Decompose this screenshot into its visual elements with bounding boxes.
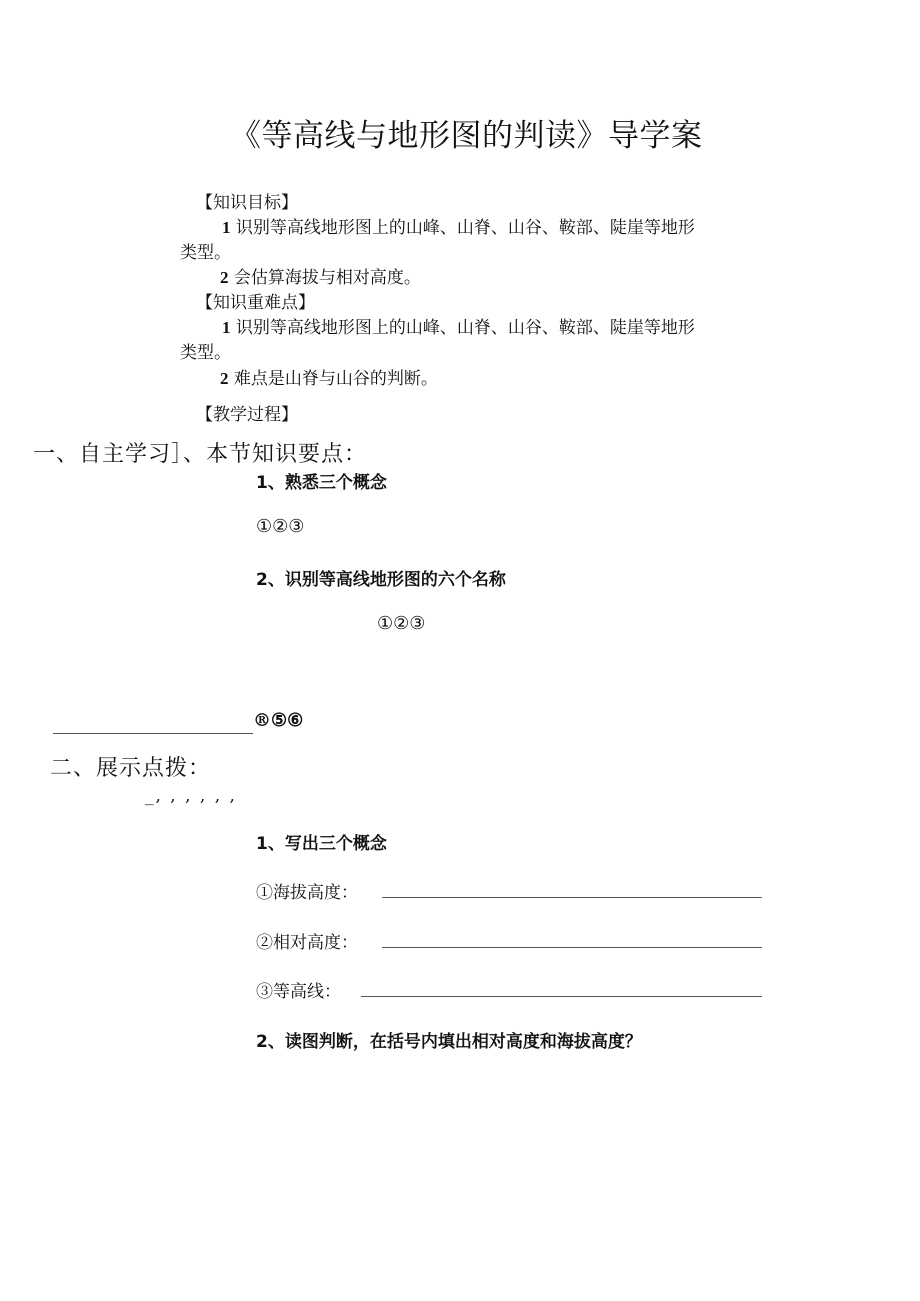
key-point-2-text: 难点是山脊与山谷的判断。 [233,369,438,389]
objective-2 [220,263,421,288]
fill-label-relative-height: ②相对高度： [256,933,358,953]
answer-line [53,733,253,734]
section2-question-2: 2、读图判断，在括号内填出相对高度和海拔高度？ [256,1032,642,1052]
objective-2-text: 会估算海拔与相对高度。 [233,268,421,288]
objective-1-text: 识别等高线地形图上的山峰、山脊、山谷、鞍部、陡崖等地形 [235,218,695,238]
fill-blank-contour[interactable] [361,996,762,997]
objective-1-continued: 类型。 [180,243,231,263]
objective-1-number: 1 [222,218,231,237]
page-title: 《等高线与地形图的判读》导学案 [230,118,703,154]
key-point-1-text: 识别等高线地形图上的山峰、山脊、山谷、鞍部、陡崖等地形 [235,318,695,338]
process-label: 【教学过程】 [196,405,298,425]
section1-question-2: 2、识别等高线地形图的六个名称 [256,570,506,590]
key-point-2-number: 2 [220,369,229,388]
key-point-1-continued: 类型。 [180,343,231,363]
section1-question-2-marks: ①②③ [377,613,426,634]
section1-heading: 一、自主学习］、本节知识要点： [33,442,368,467]
fill-label-altitude: ①海拔高度： [256,883,358,903]
section2-question-1: 1、写出三个概念 [256,834,387,854]
objectives-label: 【知识目标】 [196,193,298,213]
section1-question-2-marks-continued: ®⑤⑥ [253,710,304,731]
fill-label-contour: ③等高线： [256,982,341,1002]
fill-blank-altitude[interactable] [382,897,762,898]
key-points-label: 【知识重难点】 [196,293,315,313]
objective-2-number: 2 [220,268,229,287]
section2-heading: 二、展示点拨： [50,756,212,781]
section1-question-1-marks: ①②③ [256,516,305,537]
key-point-1-number: 1 [222,318,231,337]
key-point-1 [222,313,695,338]
fill-blank-relative-height[interactable] [382,947,762,948]
objective-1 [222,213,695,238]
section1-question-1: 1、熟悉三个概念 [256,473,387,493]
key-point-2 [220,364,438,389]
stray-marks: _, , , , , , [145,786,237,806]
